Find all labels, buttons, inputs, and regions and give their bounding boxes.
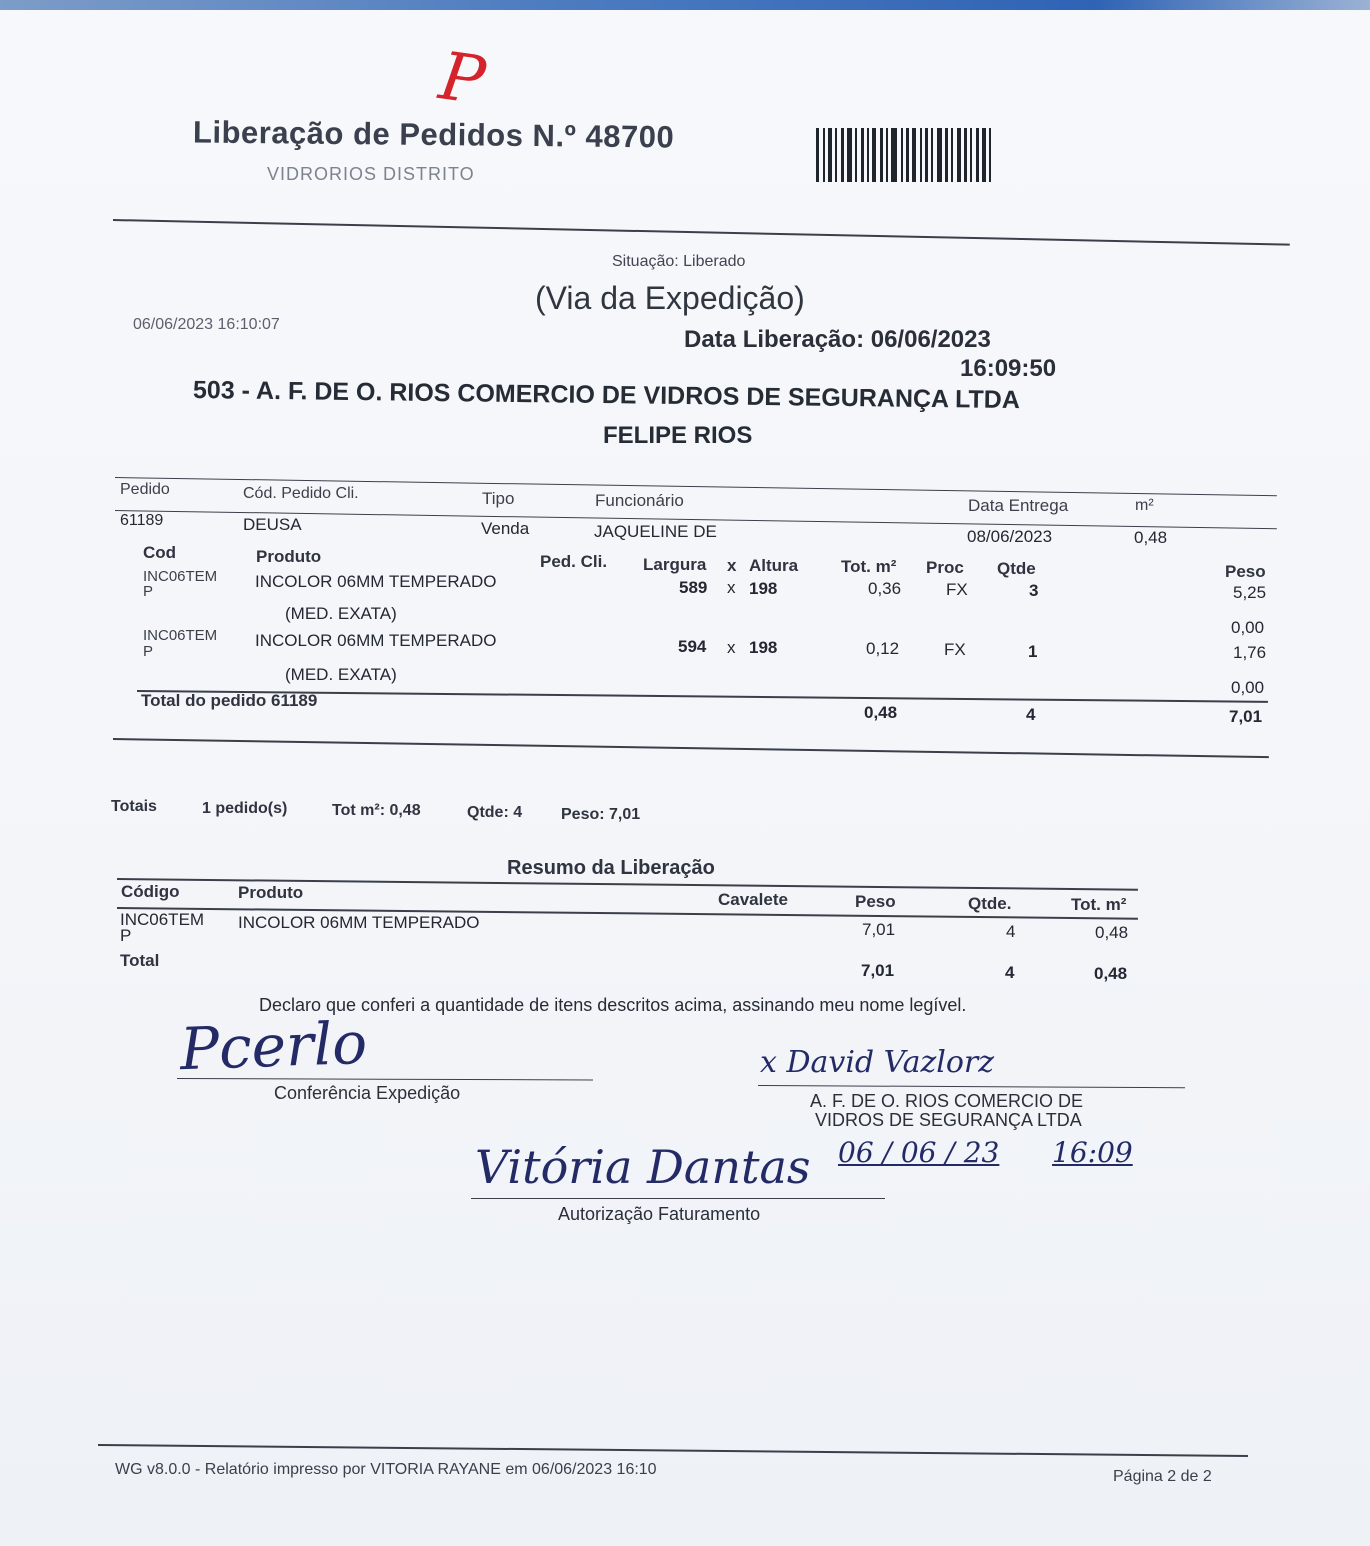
- resumo-row-produto: INCOLOR 06MM TEMPERADO: [238, 913, 480, 932]
- conferencia-label: Conferência Expedição: [274, 1083, 461, 1103]
- label-cod-pedido-cli: Cód. Pedido Cli.: [243, 485, 359, 502]
- label-pedido: Pedido: [120, 481, 170, 498]
- header-proc: Proc: [926, 558, 964, 577]
- header-altura: Altura: [749, 556, 799, 575]
- header-ped-cli: Ped. Cli.: [540, 552, 608, 571]
- barcode-bar: [989, 128, 991, 182]
- footer-printed-by: WG v8.0.0 - Relatório impresso por VITORIA RAYANE em 06/06/2023 16:10: [115, 1461, 657, 1478]
- item-2-x: x: [727, 638, 736, 657]
- resumo-row-qtde: 4: [1006, 922, 1016, 941]
- item-2-qtde: 1: [1028, 642, 1038, 661]
- totals-tot-m2: Tot m²: 0,48: [332, 802, 421, 819]
- barcode-bar: [937, 128, 942, 182]
- autorizacao-signature: Vitória Dantas: [475, 1140, 811, 1194]
- item-2-produto: INCOLOR 06MM TEMPERADO: [255, 631, 497, 650]
- item-1-produto: INCOLOR 06MM TEMPERADO: [255, 572, 497, 591]
- item-2-medida: (MED. EXATA): [285, 665, 397, 684]
- item-1-proc: FX: [946, 580, 968, 599]
- via-title: (Via da Expedição): [535, 280, 805, 316]
- barcode-bar: [951, 128, 953, 182]
- printed-timestamp: 06/06/2023 16:10:07: [133, 316, 280, 333]
- header-peso: Peso: [1225, 562, 1266, 581]
- resumo-row-tot-m2: 0,48: [1095, 923, 1129, 942]
- item-1-peso-2: 0,00: [1231, 618, 1265, 637]
- item-1-x: x: [727, 578, 736, 597]
- client-handwritten-time: 16:09: [1052, 1136, 1133, 1169]
- item-2-altura: 198: [749, 638, 778, 657]
- barcode-bar: [867, 128, 869, 182]
- barcode-bar: [970, 128, 972, 182]
- value-pedido: 61189: [120, 512, 164, 529]
- barcode-bar: [976, 128, 979, 182]
- totals-peso: Peso: 7,01: [561, 806, 641, 823]
- item-2-tot-m2: 0,12: [866, 639, 900, 658]
- client-name: FELIPE RIOS: [603, 422, 753, 449]
- header-tot-m2: Tot. m²: [841, 557, 897, 576]
- client-company-line2: VIDROS DE SEGURANÇA LTDA: [815, 1110, 1082, 1130]
- totals-pedidos: 1 pedido(s): [202, 800, 288, 817]
- value-funcionario: JAQUELINE DE: [594, 522, 717, 541]
- barcode-bar: [835, 128, 837, 182]
- resumo-title: Resumo da Liberação: [507, 857, 715, 879]
- barcode-bar: [880, 128, 883, 182]
- client-company-line1: A. F. DE O. RIOS COMERCIO DE: [810, 1091, 1084, 1111]
- item-2-cod-line1: INC06TEM: [143, 627, 218, 644]
- resumo-total-label: Total: [120, 951, 160, 970]
- barcode-bar: [891, 128, 897, 182]
- item-1-qtde: 3: [1029, 581, 1039, 600]
- order-section-bottom-line: [113, 738, 1269, 758]
- client-line: [758, 1085, 1185, 1088]
- item-1-peso: 5,25: [1233, 583, 1267, 602]
- item-1-medida: (MED. EXATA): [285, 604, 397, 623]
- item-2-peso: 1,76: [1233, 643, 1267, 662]
- value-cod-pedido-cli: DEUSA: [243, 515, 302, 534]
- release-date: Data Liberação: 06/06/2023: [684, 326, 991, 353]
- barcode-bar: [841, 128, 844, 182]
- item-1-tot-m2: 0,36: [868, 579, 902, 598]
- resumo-row-codigo-line1: INC06TEM: [120, 910, 205, 929]
- resumo-total-tot-m2: 0,48: [1094, 964, 1128, 983]
- label-data-entrega: Data Entrega: [968, 496, 1069, 515]
- item-2-proc: FX: [944, 640, 966, 659]
- resumo-header-tot-m2: Tot. m²: [1071, 895, 1127, 914]
- item-1-largura: 589: [679, 578, 708, 597]
- resumo-header-codigo: Código: [121, 882, 180, 901]
- totals-qtde: Qtde: 4: [467, 804, 523, 821]
- header-divider: [113, 219, 1290, 246]
- barcode-bar: [957, 128, 961, 182]
- barcode: [816, 128, 1024, 182]
- item-1-altura: 198: [749, 579, 778, 598]
- client-handwritten-date: 06 / 06 / 23: [838, 1136, 1000, 1169]
- value-m2: 0,48: [1134, 528, 1168, 547]
- item-2-cod-line2: P: [143, 643, 154, 660]
- barcode-bar: [828, 128, 832, 182]
- barcode-bar: [906, 128, 909, 182]
- header-qtde: Qtde: [997, 559, 1036, 578]
- order-total-qtde: 4: [1026, 705, 1036, 724]
- label-m2: m²: [1135, 497, 1154, 514]
- resumo-header-cavalete: Cavalete: [718, 890, 788, 909]
- item-2-peso-2: 0,00: [1231, 678, 1265, 697]
- resumo-total-peso: 7,01: [861, 961, 895, 980]
- handwritten-mark: P: [434, 37, 490, 120]
- header-produto: Produto: [256, 547, 322, 566]
- label-funcionario: Funcionário: [595, 491, 684, 510]
- barcode-bar: [912, 128, 916, 182]
- company-subtitle: VIDRORIOS DISTRITO: [267, 164, 475, 184]
- order-total-label: Total do pedido 61189: [141, 691, 318, 710]
- release-time: 16:09:50: [960, 355, 1057, 382]
- barcode-bar: [920, 128, 922, 182]
- order-total-peso: 7,01: [1229, 707, 1263, 726]
- resumo-header-peso: Peso: [855, 892, 896, 911]
- header-cod: Cod: [143, 543, 177, 562]
- value-tipo: Venda: [481, 519, 530, 538]
- order-total-tot-m2: 0,48: [864, 703, 898, 722]
- barcode-bar: [964, 128, 967, 182]
- barcode-bar: [945, 128, 948, 182]
- barcode-bar: [823, 128, 825, 182]
- item-1-cod-line2: P: [143, 583, 154, 600]
- company-name: 503 - A. F. DE O. RIOS COMERCIO DE VIDROS DE SEGURANÇA LTDA: [192, 376, 1021, 415]
- label-tipo: Tipo: [482, 489, 515, 508]
- resumo-row-codigo-line2: P: [120, 926, 132, 945]
- conferencia-signature: Pcerlo: [178, 1008, 369, 1084]
- item-2-largura: 594: [678, 637, 707, 656]
- value-data-entrega: 08/06/2023: [967, 527, 1053, 546]
- totals-label: Totais: [111, 798, 157, 815]
- header-x: x: [727, 556, 737, 575]
- item-1-cod-line1: INC06TEM: [143, 568, 218, 585]
- top-edge-strip: [0, 0, 1370, 10]
- footer-page-number: Página 2 de 2: [1113, 1468, 1212, 1485]
- resumo-row-peso: 7,01: [862, 920, 896, 939]
- resumo-header-qtde: Qtde.: [968, 894, 1012, 913]
- barcode-bar: [872, 128, 876, 182]
- status-text: Situação: Liberado: [612, 253, 746, 270]
- declaration-text: Declaro que conferi a quantidade de itens descritos acima, assinando meu nome legível.: [259, 995, 967, 1015]
- barcode-bar: [931, 128, 933, 182]
- barcode-bar: [901, 128, 903, 182]
- footer-line: [98, 1444, 1248, 1457]
- barcode-bar: [861, 128, 864, 182]
- barcode-bar: [816, 128, 819, 182]
- header-largura: Largura: [643, 555, 707, 574]
- barcode-bar: [982, 128, 986, 182]
- barcode-bar: [847, 128, 852, 182]
- client-signature: x David Vazlorz: [760, 1045, 995, 1080]
- autorizacao-line: [471, 1198, 885, 1199]
- barcode-bar: [925, 128, 928, 182]
- document-title: Liberação de Pedidos N.º 48700: [192, 114, 675, 155]
- barcode-bar: [855, 128, 857, 182]
- autorizacao-label: Autorização Faturamento: [558, 1204, 761, 1224]
- resumo-header-produto: Produto: [238, 883, 304, 902]
- resumo-total-qtde: 4: [1005, 963, 1015, 982]
- barcode-bar: [886, 128, 888, 182]
